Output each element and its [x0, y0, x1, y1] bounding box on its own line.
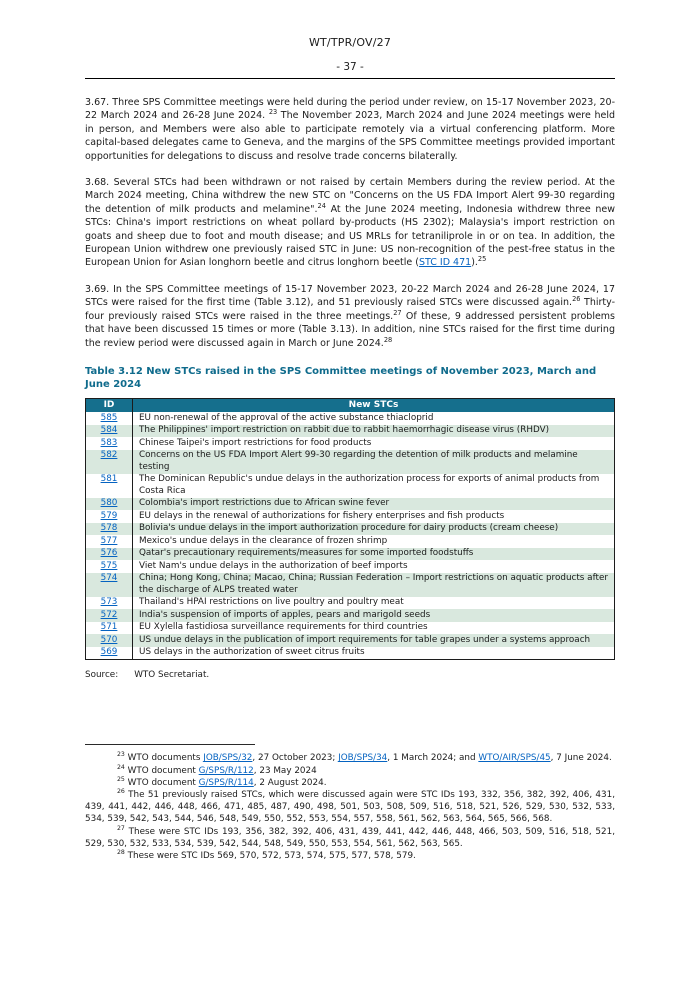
footnote-marker: 28: [117, 849, 125, 857]
stc-description: India's suspension of imports of apples, pears and marigold seeds: [139, 609, 431, 620]
table-row: [86, 560, 615, 573]
stc-id-link[interactable]: 571: [100, 622, 118, 633]
table-row: [86, 437, 615, 450]
footnote-marker: 27: [117, 824, 125, 832]
paragraph-3-69: [85, 283, 615, 350]
paragraph-text: 3.68. Several STCs had been withdrawn or not raised by certain Members during the review period. At the March 2024 meeting, China withdrew the new STC on "Concerns on the US FDA Import Alert 99-30 regarding the detention of milk products and melamine".: [85, 177, 615, 215]
table-header-row: [86, 398, 615, 412]
doc-link-wto-air-sps-45[interactable]: WTO/AIR/SPS/45: [478, 753, 551, 764]
stc-id-471-link[interactable]: STC ID 471: [418, 257, 472, 269]
stc-id-link[interactable]: 582: [100, 450, 118, 461]
footnote-text: , 27 October 2023;: [252, 753, 339, 764]
table-row: [86, 609, 615, 622]
footnote-ref-25: 25: [477, 255, 487, 264]
footnote-text: WTO document: [124, 765, 199, 776]
footnote-26: [85, 789, 615, 826]
stc-description: Qatar's precautionary requirements/measures for some imported foodstuffs: [139, 548, 474, 559]
footnote-24: [85, 765, 615, 777]
stc-id-link[interactable]: 578: [100, 523, 118, 534]
table-row: [86, 548, 615, 561]
stc-id-link[interactable]: 569: [100, 647, 118, 658]
stc-table: [85, 398, 615, 661]
stc-id-link[interactable]: 584: [100, 425, 118, 436]
stc-description: EU delays in the renewal of authorizations for fishery enterprises and fish products: [139, 510, 505, 521]
footnote-text: , 2 August 2024.: [253, 777, 327, 788]
paragraph-text: ).: [471, 257, 478, 269]
stc-description: Bolivia's undue delays in the import authorization procedure for dairy products (cream cheese): [139, 523, 559, 534]
footnote-marker: 24: [117, 763, 125, 771]
table-row: [86, 412, 615, 425]
table-row: [86, 634, 615, 647]
stc-description: US undue delays in the publication of import requirements for table grapes under a systems approach: [139, 634, 591, 645]
table-row: [86, 498, 615, 511]
table-row: [86, 573, 615, 597]
stc-description: China; Hong Kong, China; Macao, China; Russian Federation – Import restrictions on aquatic products after the discharge of ALPS treated water: [139, 573, 608, 595]
stc-id-link[interactable]: 573: [100, 597, 118, 608]
source-label: Source:: [85, 670, 119, 681]
footnote-text: These were STC IDs 193, 356, 382, 392, 406, 431, 439, 441, 442, 446, 448, 466, 503, 509, 516, 518, 521, 529, 530, 532, 533, 534, 539, 542, 544, 548, 549, 550, 553, 554, 561, 562, 563, 565.: [85, 826, 615, 849]
stc-description: Viet Nam's undue delays in the authorization of beef imports: [139, 560, 408, 571]
table-row: [86, 425, 615, 438]
source-line: [85, 670, 615, 680]
source-text: WTO Secretariat.: [134, 670, 210, 681]
stc-id-link[interactable]: 572: [100, 609, 118, 620]
footnote-ref-28: 28: [383, 335, 393, 344]
footnote-ref-26: 26: [572, 295, 581, 304]
stc-id-link[interactable]: 579: [100, 510, 118, 521]
table-row: [86, 450, 615, 474]
table-caption: Table 3.12 New STCs raised in the SPS Committee meetings of November 2023, March and June 2024: [85, 365, 597, 391]
stc-description: EU non-renewal of the approval of the active substance thiacloprid: [139, 412, 434, 423]
footnote-text: , 7 June 2024.: [550, 753, 612, 764]
paragraph-3-68: [85, 176, 615, 270]
stc-id-link[interactable]: 585: [100, 412, 118, 423]
footnote-23: [85, 752, 615, 764]
stc-description: The Dominican Republic's undue delays in the authorization process for exports of animal products from Costa Rica: [139, 474, 600, 496]
footnote-text: , 1 March 2024; and: [387, 753, 479, 764]
doc-symbol: WT/TPR/OV/27: [308, 36, 392, 49]
paragraph-text: At the June 2024 meeting, Indonesia withdrew three new STCs: China's import restrictions on wheat pollard by-products (HS 2302); Malaysia's import restriction on goats and sheep due to foot and mouth disease; and US MRLs for tetraniliprole in or on tea. In addition, the European Union withdrew one previously raised STC in June: US non-recognition of the pest-free status in the European Union for Asian longhorn beetle and citrus longhorn beetle (: [85, 203, 615, 269]
page-number: - 37 -: [336, 61, 364, 73]
table-row: [86, 597, 615, 610]
stc-description: The Philippines' import restriction on rabbit due to rabbit haemorrhagic disease virus (RHDV): [139, 425, 550, 436]
table-row: [86, 523, 615, 536]
table-row: [86, 474, 615, 498]
stc-id-link[interactable]: 575: [100, 560, 118, 571]
footnote-text: These were STC IDs 569, 570, 572, 573, 574, 575, 577, 578, 579.: [124, 851, 416, 862]
stc-description: US delays in the authorization of sweet citrus fruits: [139, 647, 365, 658]
doc-link-job-sps-32[interactable]: JOB/SPS/32: [203, 753, 253, 764]
table-row: [86, 510, 615, 523]
table-row: [86, 647, 615, 660]
footnote-27: [85, 826, 615, 850]
footnote-ref-27: 27: [393, 308, 402, 317]
stc-description: EU Xylella fastidiosa surveillance requirements for third countries: [139, 622, 428, 633]
stc-id-link[interactable]: 580: [100, 498, 118, 509]
footnote-25: [85, 777, 615, 789]
stc-description: Concerns on the US FDA Import Alert 99-30 regarding the detention of milk products and melamine testing: [139, 450, 578, 472]
paragraph-text: 3.67. Three SPS Committee meetings were held during the period under review, on 15-17 November 2023, 20-22 March 2024 and 26-28 June 2024.: [85, 97, 615, 122]
footnote-ref-23: 23: [268, 108, 278, 117]
footnote-marker: 25: [117, 775, 125, 783]
column-header-id: ID: [86, 398, 133, 412]
stc-id-link[interactable]: 581: [100, 474, 118, 485]
footnote-separator: [85, 744, 255, 745]
stc-description: Mexico's undue delays in the clearance of frozen shrimp: [139, 535, 388, 546]
table-row: [86, 535, 615, 548]
stc-description: Chinese Taipei's import restrictions for food products: [139, 437, 372, 448]
footnote-text: , 23 May 2024: [253, 765, 317, 776]
stc-id-link[interactable]: 570: [100, 634, 118, 645]
paragraph-text: The November 2023, March 2024 and June 2024 meetings were held in person, and Members were also able to participate remotely via a virtual conferencing platform. More capital-based delegates came to Geneva, and the margins of the SPS Committee meetings provided important opportunities for delegations to discuss and resolve trade concerns bilaterally.: [85, 110, 615, 162]
paragraph-text: Of these, 9 addressed persistent problems that have been discussed 15 times or more (Table 3.13). In addition, nine STCs raised for the first time during the review period were discussed again in March or June 2024.: [85, 310, 616, 349]
footnote-text: The 51 previously raised STCs, which were discussed again were STC IDs 193, 332, 356, 382, 392, 406, 431, 439, 441, 442, 446, 448, 466, 471, 485, 487, 490, 498, 501, 503, 508, 509, 516, 518, 521, 526, 529, 530, 532, 533, 534, 539, 542, 543, 544, 546, 548, 549, 550, 552, 553, 554, 557, 558, 561, 562, 563, 564, 565, 566, 568.: [85, 790, 615, 825]
stc-id-link[interactable]: 574: [100, 573, 118, 584]
footnote-text: WTO document: [124, 777, 199, 788]
table-row: [86, 622, 615, 635]
paragraph-3-67: [85, 96, 615, 163]
footnote-ref-24: 24: [317, 201, 326, 210]
footnote-marker: 26: [117, 788, 125, 796]
column-header-new-stcs: New STCs: [133, 398, 615, 412]
stc-id-link[interactable]: 577: [100, 535, 118, 546]
footnote-28: [85, 850, 615, 862]
stc-id-link[interactable]: 583: [100, 437, 118, 448]
stc-description: Thailand's HPAI restrictions on live poultry and poultry meat: [139, 597, 404, 608]
footnote-marker: 23: [117, 751, 125, 759]
paragraph-text: Thirty-four previously raised STCs were raised in the three meetings.: [85, 297, 615, 322]
footnote-text: WTO documents: [124, 753, 204, 764]
doc-link-g-sps-r-112[interactable]: G/SPS/R/112: [198, 765, 254, 776]
header-rule: [85, 78, 615, 79]
footnotes-section: [85, 744, 615, 862]
doc-link-g-sps-r-114[interactable]: G/SPS/R/114: [198, 777, 254, 788]
stc-id-link[interactable]: 576: [100, 548, 118, 559]
doc-link-job-sps-34[interactable]: JOB/SPS/34: [338, 753, 388, 764]
stc-description: Colombia's import restrictions due to African swine fever: [139, 498, 390, 509]
paragraph-text: 3.69. In the SPS Committee meetings of 15-17 November 2023, 20-22 March 2024 and 26-28 June 2024, 17 STCs were raised for the first time (Table 3.12), and 51 previously raised STCs were discussed again.: [85, 283, 615, 309]
